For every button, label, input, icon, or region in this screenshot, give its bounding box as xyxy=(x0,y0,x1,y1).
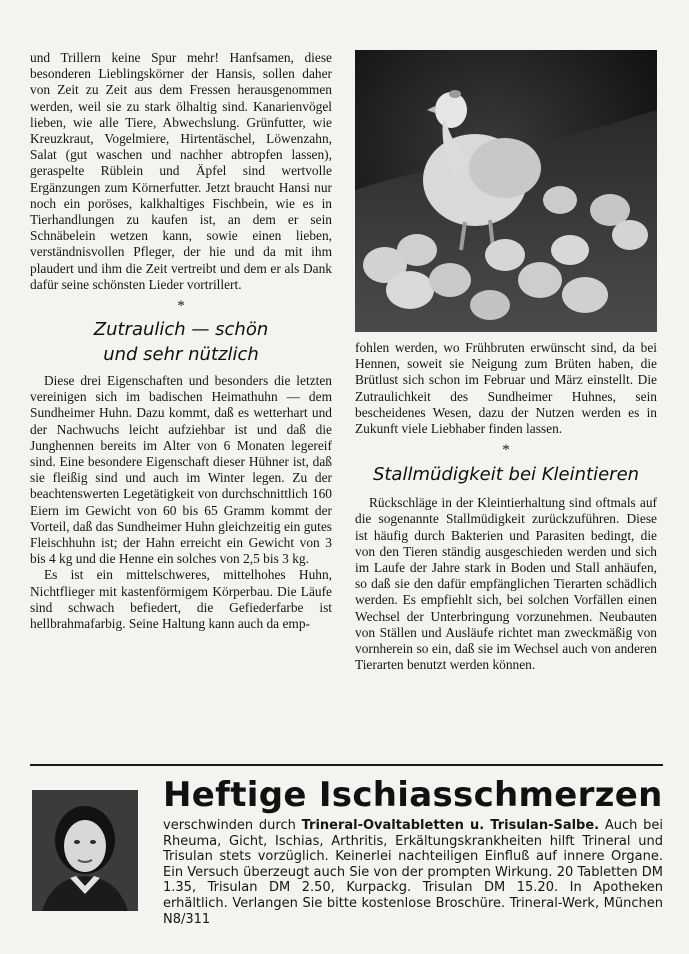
advertisement-title: Heftige Ischiasschmerzen xyxy=(163,775,663,815)
paragraph-sundheimer-body: Es ist ein mittelschweres, mittelhohes Huhn, Nichtflieger mit kastenförmigem Körperbau. Die Läufe sind schwach befiedert, die Gefiederfarbe ist hellbrahmafarbig. Seine Haltung kann auch da emp- xyxy=(30,567,332,632)
left-column xyxy=(30,50,332,632)
heading-zutraulich xyxy=(30,317,332,367)
photo-hen-with-chicks xyxy=(355,50,657,332)
section-separator-star: * xyxy=(177,298,185,315)
hen-chicks-photo-illustration xyxy=(355,50,657,332)
advertisement-divider xyxy=(30,764,663,766)
section-separator-star: * xyxy=(502,442,510,459)
ad-body-details: Auch bei Rheuma, Gicht, Ischias, Arthritis, Erkältungskrankheiten hilft Trineral und Trisulan stets vorzüglich. Keinerlei nachteiligen Einfluß auf innere Organe. Ein Versuch überzeugt auch Sie von der prompten Wirkung. 20 Tabletten DM 1.35, Trisulan DM 2.50, Kurpackg. Trisulan DM 15.20. In Apotheken erhältlich. Verlangen Sie bitte kostenlose Broschüre. Trineral-Werk, München N8/311 xyxy=(163,818,663,927)
right-column xyxy=(355,340,657,673)
woman-portrait-illustration xyxy=(32,790,138,911)
advertisement-portrait-photo xyxy=(32,790,138,911)
heading-zutraulich-line2: und sehr nützlich xyxy=(103,344,259,366)
paragraph-stallmuedigkeit: Rückschläge in der Kleintierhaltung sind oftmals auf die sogenannte Stallmüdigkeit zurückzuführen. Diese ist häufig durch Bakterien und Parasiten bedingt, die von den Tieren ständig ausgeschieden werden und sich im Laufe der Jahre stark in Boden und Stall anhäufen, so daß sie den dafür empfänglichen Tierarten schädlich werden. Es empfiehlt sich, bei solchen Vorfällen einen Wechsel der Unterbringung vorzunehmen. Neubauten von Ställen und Ausläufe richtet man zweckmäßig von vornherein so ein, daß sie im Wechsel auch von anderen Tierarten benutzt werden können. xyxy=(355,495,657,673)
ad-body-intro: verschwinden durch xyxy=(163,818,302,833)
paragraph-hansi: und Trillern keine Spur mehr! Hanfsamen, diese besonderen Lieblingskörner der Hansis, sollen daher von Zeit zu Zeit aus dem Fressen herausgenommen werden, weil sie zu stark ölhaltig sind. Kanarienvögel lieben, wie alle Tiere, Abwechslung. Grünfutter, wie Kreuzkraut, Vogelmiere, Hirtentäschel, Löwenzahn, Salat (gut waschen und nachher abtropfen lassen), geraspelte Rüblein und Äpfel sind wertvolle Ergänzungen zum Körnerfutter. Jetzt braucht Hansi nur noch ein poröses, kalkhaltiges Fischbein, wie es in Tierhandlungen zu kaufen ist, an dem er sein Schnäbelein wetzen kann, sowie einen lieben, verständnisvollen Pfleger, der hie und da mit ihm plaudert und ihm die Zeit vertreibt und dem er als Dank dafür seine schönsten Lieder vortrillert. xyxy=(30,50,332,292)
paragraph-sundheimer-continued: fohlen werden, wo Frühbruten erwünscht sind, da bei Hennen, soweit sie Neigung zum Brüten haben, die Brütlust sich schon im Februar und März einstellt. Die Zutraulichkeit des Sundheimer Huhnes, sein bescheidenes Wesen, dazu der Nutzen werden es in Zukunft viele Liebhaber finden lassen. xyxy=(355,340,657,437)
ad-product-name: Trineral-Ovaltabletten u. Trisulan-Salbe. xyxy=(301,818,600,833)
advertisement-body xyxy=(163,818,663,927)
heading-stallmuedigkeit: Stallmüdigkeit bei Kleintieren xyxy=(372,464,640,486)
heading-zutraulich-line1: Zutraulich — schön xyxy=(93,319,269,341)
paragraph-sundheimer-intro: Diese drei Eigenschaften und besonders die letzten vereinigen sich im badischen Heimathuhn — dem Sundheimer Huhn. Dazu kommt, daß es wetterhart und der Nachwuchs leicht aufziehbar ist und daß die Junghennen bereits im Alter von 6 Monaten legereif sind. Eine besondere Eigenschaft dieser Hühner ist, daß sie fleißig sind und auch im Winter legen. Zu der beachtenswerten Legetätigkeit von durchschnittlich 160 Eiern im Gewicht von 60 bis 65 Gramm kommt der Vorteil, daß das Sundheimer Huhn gleichzeitig ein gutes Fleischhuhn ist; der Hahn erreicht ein Gewicht von 3 bis 4 kg und die Henne ein solches von 2,5 bis 3 kg. xyxy=(30,373,332,567)
